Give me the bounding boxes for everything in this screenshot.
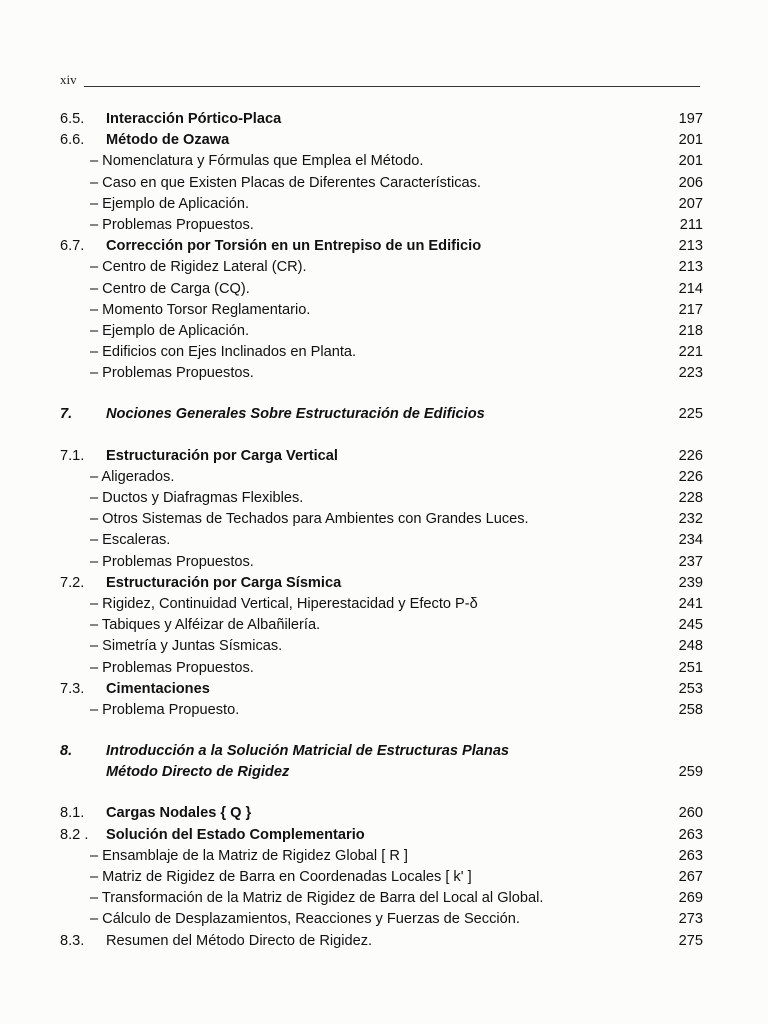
toc-entry-title: Resumen del Método Directo de Rigidez.	[106, 932, 373, 949]
toc-entry-page: 223	[678, 365, 703, 382]
toc-entry-number: 8.2 .	[60, 826, 89, 843]
toc-entry-title: – Tabiques y Alféizar de Albañilería.	[90, 617, 321, 634]
toc-spacer	[60, 384, 703, 404]
toc-entry-section	[60, 679, 703, 700]
toc-entry-number: 7.3.	[60, 680, 85, 697]
toc-entry-sub	[60, 300, 703, 321]
toc-entry-sub	[60, 615, 703, 636]
toc-entry-title: Estructuración por Carga Vertical	[106, 447, 338, 464]
toc-entry-page: 234	[678, 532, 703, 549]
toc-entry-title: – Caso en que Existen Placas de Diferentes Características.	[90, 174, 481, 191]
toc-spacer	[60, 783, 703, 803]
toc-entry-number: 8.3.	[60, 932, 85, 949]
toc-entry-page: 201	[678, 153, 703, 170]
toc-entry-title: – Otros Sistemas de Techados para Ambientes con Grandes Luces.	[90, 511, 529, 528]
toc-entry-sub	[60, 488, 703, 509]
toc-entry-title: – Ensamblaje de la Matriz de Rigidez Global [ R ]	[90, 847, 408, 864]
toc-entry-sub	[60, 594, 703, 615]
toc-entry-sub	[60, 151, 703, 172]
toc-entry-sub	[60, 467, 703, 488]
toc-entry-number: 7.	[60, 406, 73, 423]
toc-entry-section	[60, 803, 703, 824]
toc-entry-title: Método de Ozawa	[106, 132, 230, 149]
toc-entry-number: 6.6.	[60, 132, 85, 149]
toc-entry-title: – Momento Torsor Reglamentario.	[90, 301, 311, 318]
header-rule	[84, 86, 700, 87]
toc-entry-page: 273	[678, 911, 703, 928]
toc-entry-title: – Problemas Propuestos.	[90, 216, 254, 233]
toc-entry-page: 245	[678, 617, 703, 634]
toc-entry-title: Cargas Nodales { Q }	[106, 805, 252, 822]
toc-entry-title: – Cálculo de Desplazamientos, Reacciones y Fuerzas de Sección.	[90, 911, 520, 928]
toc-entry-page: 218	[678, 322, 703, 339]
toc-entry-page: 232	[678, 511, 703, 528]
toc-entry-sub	[60, 846, 703, 867]
toc-entry-sub	[60, 279, 703, 300]
toc-entry-title: – Edificios con Ejes Inclinados en Planta.	[90, 344, 357, 361]
table-of-contents	[60, 109, 703, 952]
toc-entry-title: – Problema Propuesto.	[90, 701, 240, 718]
toc-entry-page: 239	[678, 574, 703, 591]
toc-entry-page: 217	[678, 301, 703, 318]
toc-entry-sub	[60, 173, 703, 194]
toc-entry-title: – Ejemplo de Aplicación.	[90, 322, 250, 339]
toc-entry-title: – Problemas Propuestos.	[90, 659, 254, 676]
toc-entry-number: 8.	[60, 743, 73, 760]
toc-entry-section	[60, 446, 703, 467]
toc-entry-sub	[60, 888, 703, 909]
toc-entry-page: 226	[678, 447, 703, 464]
toc-entry-title: – Matriz de Rigidez de Barra en Coordenadas Locales [ k' ]	[90, 869, 472, 885]
toc-entry-section	[60, 573, 703, 594]
toc-entry-plain	[60, 931, 703, 952]
toc-entry-sub	[60, 700, 703, 721]
toc-entry-chapter	[60, 404, 703, 425]
toc-entry-page: 214	[678, 280, 703, 297]
toc-entry-page: 213	[678, 259, 703, 276]
toc-entry-page: 263	[678, 826, 703, 843]
toc-entry-title: – Escaleras.	[90, 532, 171, 549]
toc-entry-sub	[60, 342, 703, 363]
toc-entry-title: – Aligerados.	[90, 468, 175, 485]
toc-entry-page: 248	[678, 638, 703, 655]
toc-entry-page: 225	[678, 406, 703, 423]
toc-entry-section	[60, 109, 703, 130]
toc-spacer	[60, 721, 703, 741]
toc-entry-section	[60, 130, 703, 151]
toc-spacer	[60, 426, 703, 446]
toc-entry-page: 259	[678, 764, 703, 781]
toc-entry-sub	[60, 194, 703, 215]
toc-entry-title: – Simetría y Juntas Sísmicas.	[90, 638, 283, 655]
toc-entry-section	[60, 825, 703, 846]
toc-entry-sub	[60, 257, 703, 278]
toc-entry-title: Método Directo de Rigidez	[106, 764, 290, 781]
toc-entry-sub	[60, 552, 703, 573]
toc-entry-page: 258	[678, 701, 703, 718]
toc-entry-page: 275	[678, 932, 703, 949]
toc-entry-page: 241	[678, 595, 703, 612]
toc-entry-sub	[60, 530, 703, 551]
toc-entry-page: 226	[678, 468, 703, 485]
toc-entry-chapter	[60, 741, 703, 762]
toc-entry-page: 201	[678, 132, 703, 149]
toc-entry-sub	[60, 321, 703, 342]
toc-entry-page: 269	[678, 890, 703, 907]
toc-entry-title: Estructuración por Carga Sísmica	[106, 574, 342, 591]
toc-entry-page: 228	[678, 490, 703, 506]
toc-entry-number: 6.5.	[60, 111, 85, 127]
toc-entry-sub	[60, 636, 703, 657]
toc-entry-title: Corrección por Torsión en un Entrepiso de un Edificio	[106, 238, 482, 255]
toc-entry-section	[60, 236, 703, 257]
toc-entry-page: 267	[678, 869, 703, 885]
toc-entry-page: 213	[678, 238, 703, 255]
toc-entry-page: 221	[678, 344, 703, 361]
toc-entry-title: Solución del Estado Complementario	[106, 826, 365, 843]
page-number: xiv	[60, 72, 77, 87]
toc-entry-title: – Centro de Carga (CQ).	[90, 280, 250, 297]
toc-entry-sub	[60, 363, 703, 384]
toc-entry-number: 6.7.	[60, 238, 85, 255]
toc-entry-sub	[60, 909, 703, 930]
toc-entry-sub	[60, 509, 703, 530]
toc-entry-page: 263	[678, 847, 703, 864]
toc-entry-title: Interacción Pórtico-Placa	[106, 111, 282, 127]
toc-entry-title: – Rigidez, Continuidad Vertical, Hiperestacidad y Efecto P-δ	[90, 595, 478, 612]
toc-entry-page: 237	[678, 553, 703, 570]
toc-entry-number: 8.1.	[60, 805, 85, 822]
toc-entry-page: 260	[678, 805, 703, 822]
toc-entry-page: 207	[678, 195, 703, 212]
toc-entry-number: 7.1.	[60, 447, 85, 464]
toc-entry-sub	[60, 215, 703, 236]
toc-entry-title: – Centro de Rigidez Lateral (CR).	[90, 259, 307, 276]
toc-entry-page: 253	[678, 680, 703, 697]
toc-entry-page: 211	[679, 216, 703, 233]
toc-entry-title: Cimentaciones	[106, 680, 210, 697]
toc-entry-title: – Problemas Propuestos.	[90, 365, 254, 382]
toc-entry-title: Nociones Generales Sobre Estructuración de Edificios	[106, 406, 485, 423]
toc-entry-title: Introducción a la Solución Matricial de Estructuras Planas	[106, 743, 510, 760]
page-header	[60, 72, 700, 92]
toc-entry-chapter	[60, 762, 703, 783]
toc-entry-number: 7.2.	[60, 574, 85, 591]
toc-entry-title: – Nomenclatura y Fórmulas que Emplea el Método.	[90, 153, 424, 170]
toc-entry-sub	[60, 867, 703, 888]
toc-entry-title: – Ductos y Diafragmas Flexibles.	[90, 490, 304, 506]
toc-entry-title: – Ejemplo de Aplicación.	[90, 195, 250, 212]
toc-entry-sub	[60, 658, 703, 679]
toc-entry-page: 206	[678, 174, 703, 191]
toc-entry-title: – Transformación de la Matriz de Rigidez de Barra del Local al Global.	[90, 890, 544, 907]
toc-entry-page: 197	[678, 111, 703, 127]
toc-entry-page: 251	[678, 659, 703, 676]
toc-entry-title: – Problemas Propuestos.	[90, 553, 254, 570]
